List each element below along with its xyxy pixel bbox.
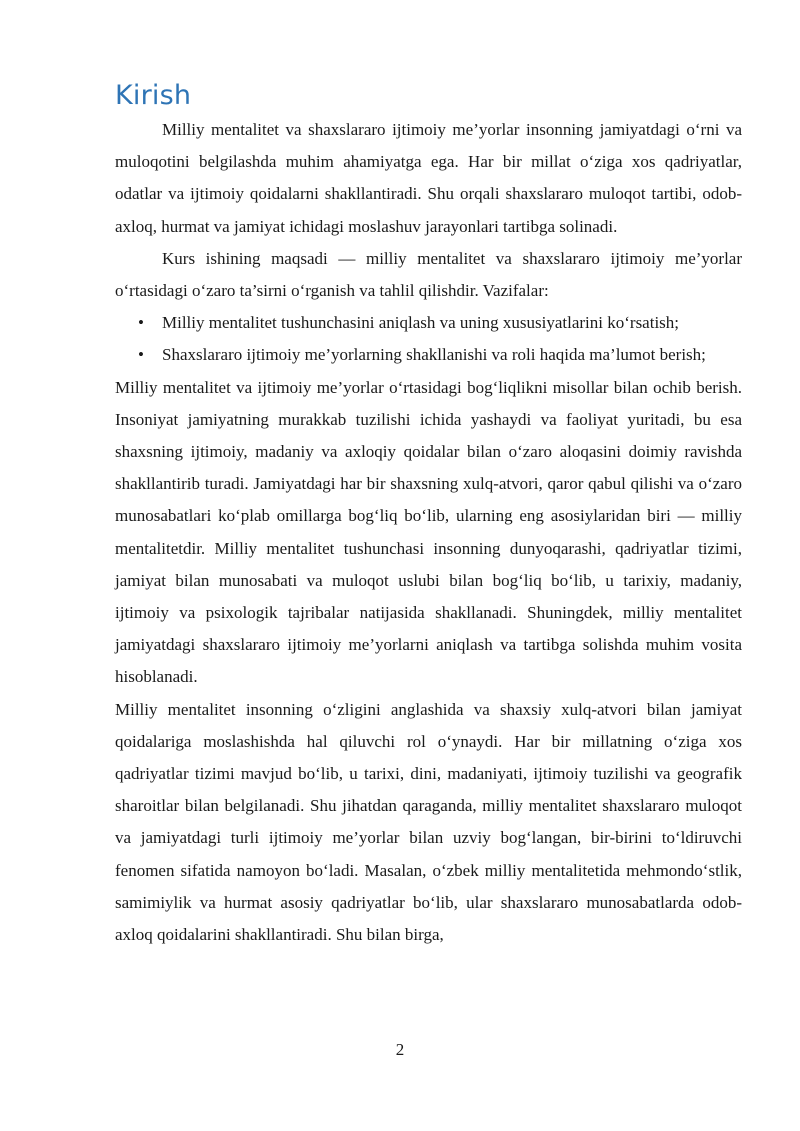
tasks-list <box>115 307 742 371</box>
list-item-text: Shaxslararo ijtimoiy me’yorlarning shakllanishi va roli haqida ma’lumot berish; <box>162 345 706 365</box>
intro-paragraph: Milliy mentalitet va shaxslararo ijtimoiy me’yorlar insonning jamiyatdagi o‘rni va muloqotini belgilashda muhim ahamiyatga ega. Har bir millat o‘ziga xos qadriyatlar, odatlar va ijtimoiy qoidalarni shakllantiradi. Shu orqali shaxslararo muloqot tartibi, odob-axloq, hurmat va jamiyat ichidagi moslashuv jarayonlari tartibga solinadi. <box>115 120 742 236</box>
list-item <box>115 339 742 371</box>
bullet-icon: • <box>138 313 144 333</box>
page-number: 2 <box>395 1040 405 1059</box>
body-paragraph: Milliy mentalitet insonning o‘zligini anglashida va shaxsiy xulq-atvori bilan jamiyat qoidalariga moslashishda hal qiluvchi rol o‘ynaydi. Har bir millatning o‘ziga xos qadriyatlar tizimi mavjud bo‘lib, u tarixi, dini, madaniyati, ijtimoiy tuzilishi va geografik sharoitlar bilan belgilanadi. Shu jihatdan qaraganda, milliy mentalitet shaxslararo muloqot va jamiyatdagi turli ijtimoiy me’yorlar bilan uzviy bog‘langan, bir-birini to‘ldiruvchi fenomen sifatida namoyon bo‘ladi. Masalan, o‘zbek milliy mentalitetida mehmondo‘stlik, samimiylik va hurmat asosiy qadriyatlar bo‘lib, ular shaxslararo munosabatlarda odob-axloq qoidalarini shakllantiradi. Shu bilan birga, <box>115 699 742 945</box>
goal-paragraph: Kurs ishining maqsadi — milliy mentalitet va shaxslararo ijtimoiy me’yorlar o‘rtasidagi o‘zaro ta’sirni o‘rganish va tahlil qilishdir. Vazifalar: <box>115 248 742 301</box>
page-content <box>115 78 742 951</box>
body-paragraph: Milliy mentalitet va ijtimoiy me’yorlar o‘rtasidagi bog‘liqlikni misollar bilan ochib berish. Insoniyat jamiyatning murakkab tuzilishi ichida yashaydi va faoliyat yuritadi, bu esa shaxsning ijtimoiy, madaniy va axloqiy qoidalar bilan o‘zaro aloqasini doimiy ravishda shakllantirib turadi. Jamiyatdagi har bir shaxsning xulq-atvori, qaror qabul qilishi va o‘zaro munosabatlari ko‘plab omillarga bog‘liq bo‘lib, ularning eng asosiylaridan biri — milliy mentalitetdir. Milliy mentalitet tushunchasi insonning dunyoqarashi, qadriyatlar tizimi, jamiyat bilan munosabati va muloqot uslubi bilan bog‘liq bo‘lib, u tarixiy, madaniy, ijtimoiy va psixologik tajribalar natijasida shakllanadi. Shuningdek, milliy mentalitet jamiyatdagi shaxslararo ijtimoiy me’yorlarni aniqlash va tartibga solishda muhim vosita hisoblanadi. <box>115 377 742 687</box>
list-item-text: Milliy mentalitet tushunchasini aniqlash va uning xususiyatlarini ko‘rsatish; <box>162 313 680 333</box>
list-item <box>115 307 742 339</box>
bullet-icon: • <box>138 345 144 365</box>
section-heading: Kirish <box>115 80 192 111</box>
